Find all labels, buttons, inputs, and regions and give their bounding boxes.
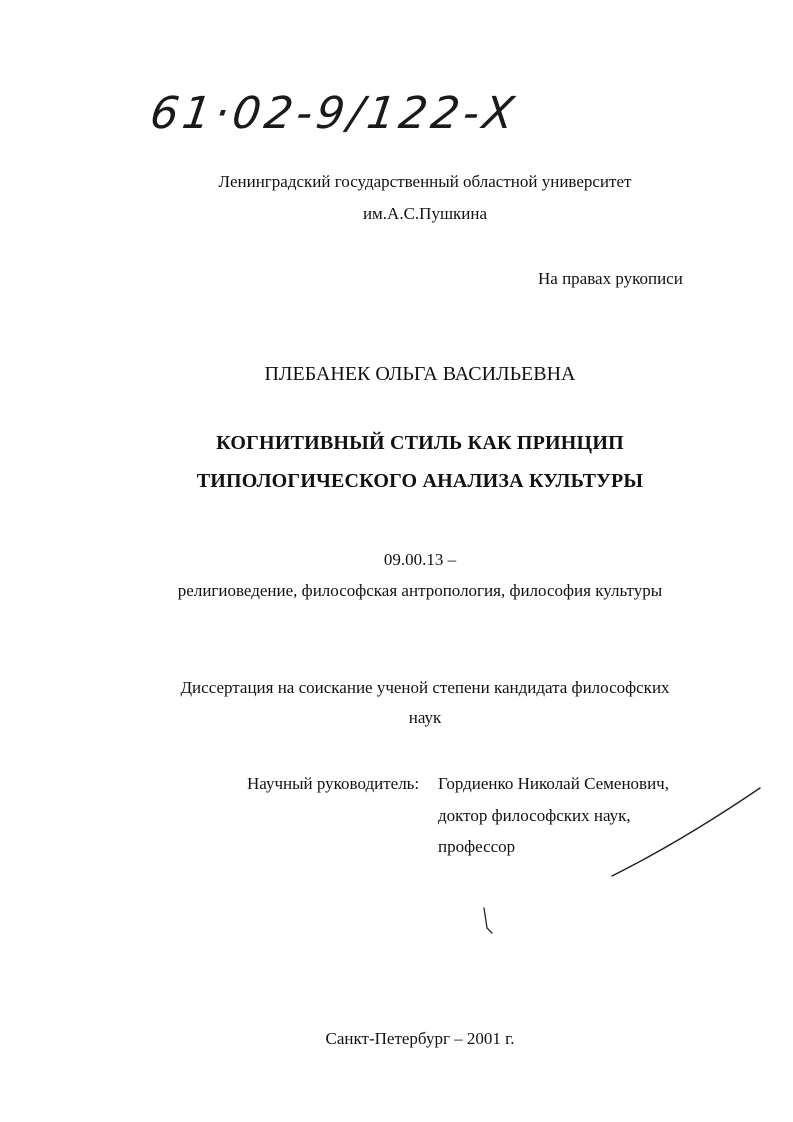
degree-line1: Диссертация на соискание ученой степени кандидата философских bbox=[180, 678, 670, 697]
rights-note: На правах рукописи bbox=[538, 269, 683, 288]
handwritten-code: 61·02-9/122-Х bbox=[147, 88, 521, 139]
signature-stroke-icon bbox=[612, 788, 760, 876]
university-name: Ленинградский государственный областной университет bbox=[218, 172, 632, 191]
thesis-title-line2: ТИПОЛОГИЧЕСКОГО АНАЛИЗА КУЛЬТУРЫ bbox=[196, 470, 644, 492]
city-year: Санкт-Петербург – 2001 г. bbox=[325, 1029, 515, 1048]
degree-line2: наук bbox=[408, 708, 442, 727]
advisor-degree: доктор философских наук, bbox=[438, 806, 631, 825]
advisor-name: Гордиенко Николай Семенович, bbox=[438, 774, 669, 793]
advisor-label: Научный руководитель: bbox=[247, 774, 420, 793]
pen-tick-icon bbox=[484, 908, 492, 933]
specialty-name: религиоведение, философская антропология, философия культуры bbox=[177, 581, 663, 600]
thesis-title-line1: КОГНИТИВНЫЙ СТИЛЬ КАК ПРИНЦИП bbox=[216, 432, 624, 454]
specialty-code: 09.00.13 – bbox=[383, 550, 457, 569]
university-subtitle: им.А.С.Пушкина bbox=[362, 204, 488, 223]
author-name: ПЛЕБАНЕК ОЛЬГА ВАСИЛЬЕВНА bbox=[264, 363, 576, 385]
advisor-rank: профессор bbox=[438, 837, 516, 856]
